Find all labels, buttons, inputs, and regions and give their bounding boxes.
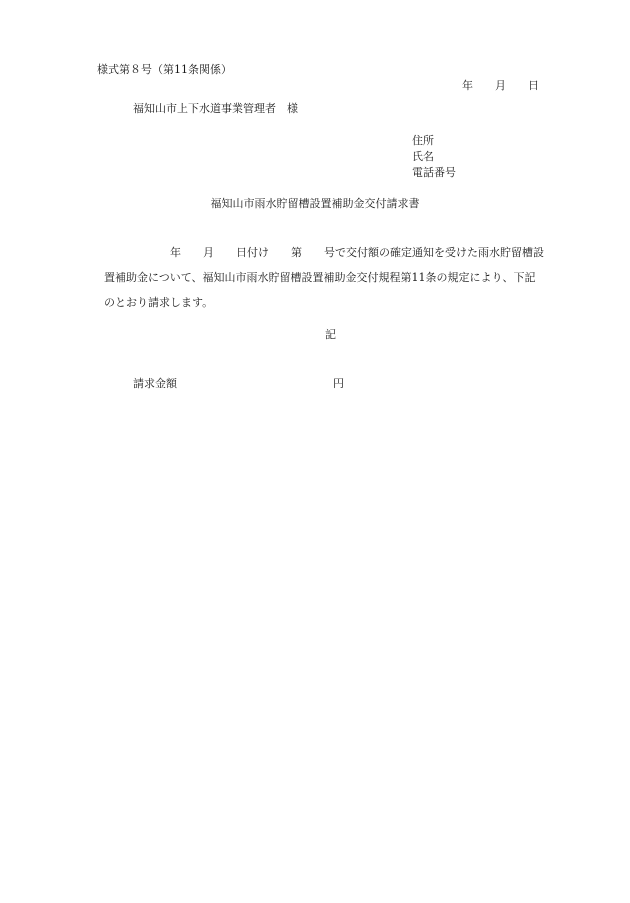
address-label: 住所 [412,134,434,147]
date-year-label: 年 [462,79,473,92]
form-number: 様式第８号（第11条関係） [97,63,232,76]
body-paragraph [104,240,568,315]
phone-label: 電話番号 [412,166,456,179]
document-title: 福知山市雨水貯留槽設置補助金交付請求書 [210,197,420,210]
applicant-block [412,133,456,181]
amount-label: 請求金額 [133,377,177,390]
date-day-label: 日 [528,79,539,92]
body-line: 置補助金について、福知山市雨水貯留槽設置補助金交付規程第11条の規定により、下記 [104,271,536,284]
ki-heading: 記 [325,328,336,341]
name-label: 氏名 [412,150,434,163]
body-line: のとおり請求します。 [104,296,214,309]
amount-unit: 円 [333,377,344,390]
date-month-label: 月 [495,79,506,92]
body-line: 年 月 日付け 第 号で交付額の確定通知を受けた雨水貯留槽設 [104,246,544,259]
addressee: 福知山市上下水道事業管理者 様 [133,102,298,115]
date-line [462,80,539,91]
